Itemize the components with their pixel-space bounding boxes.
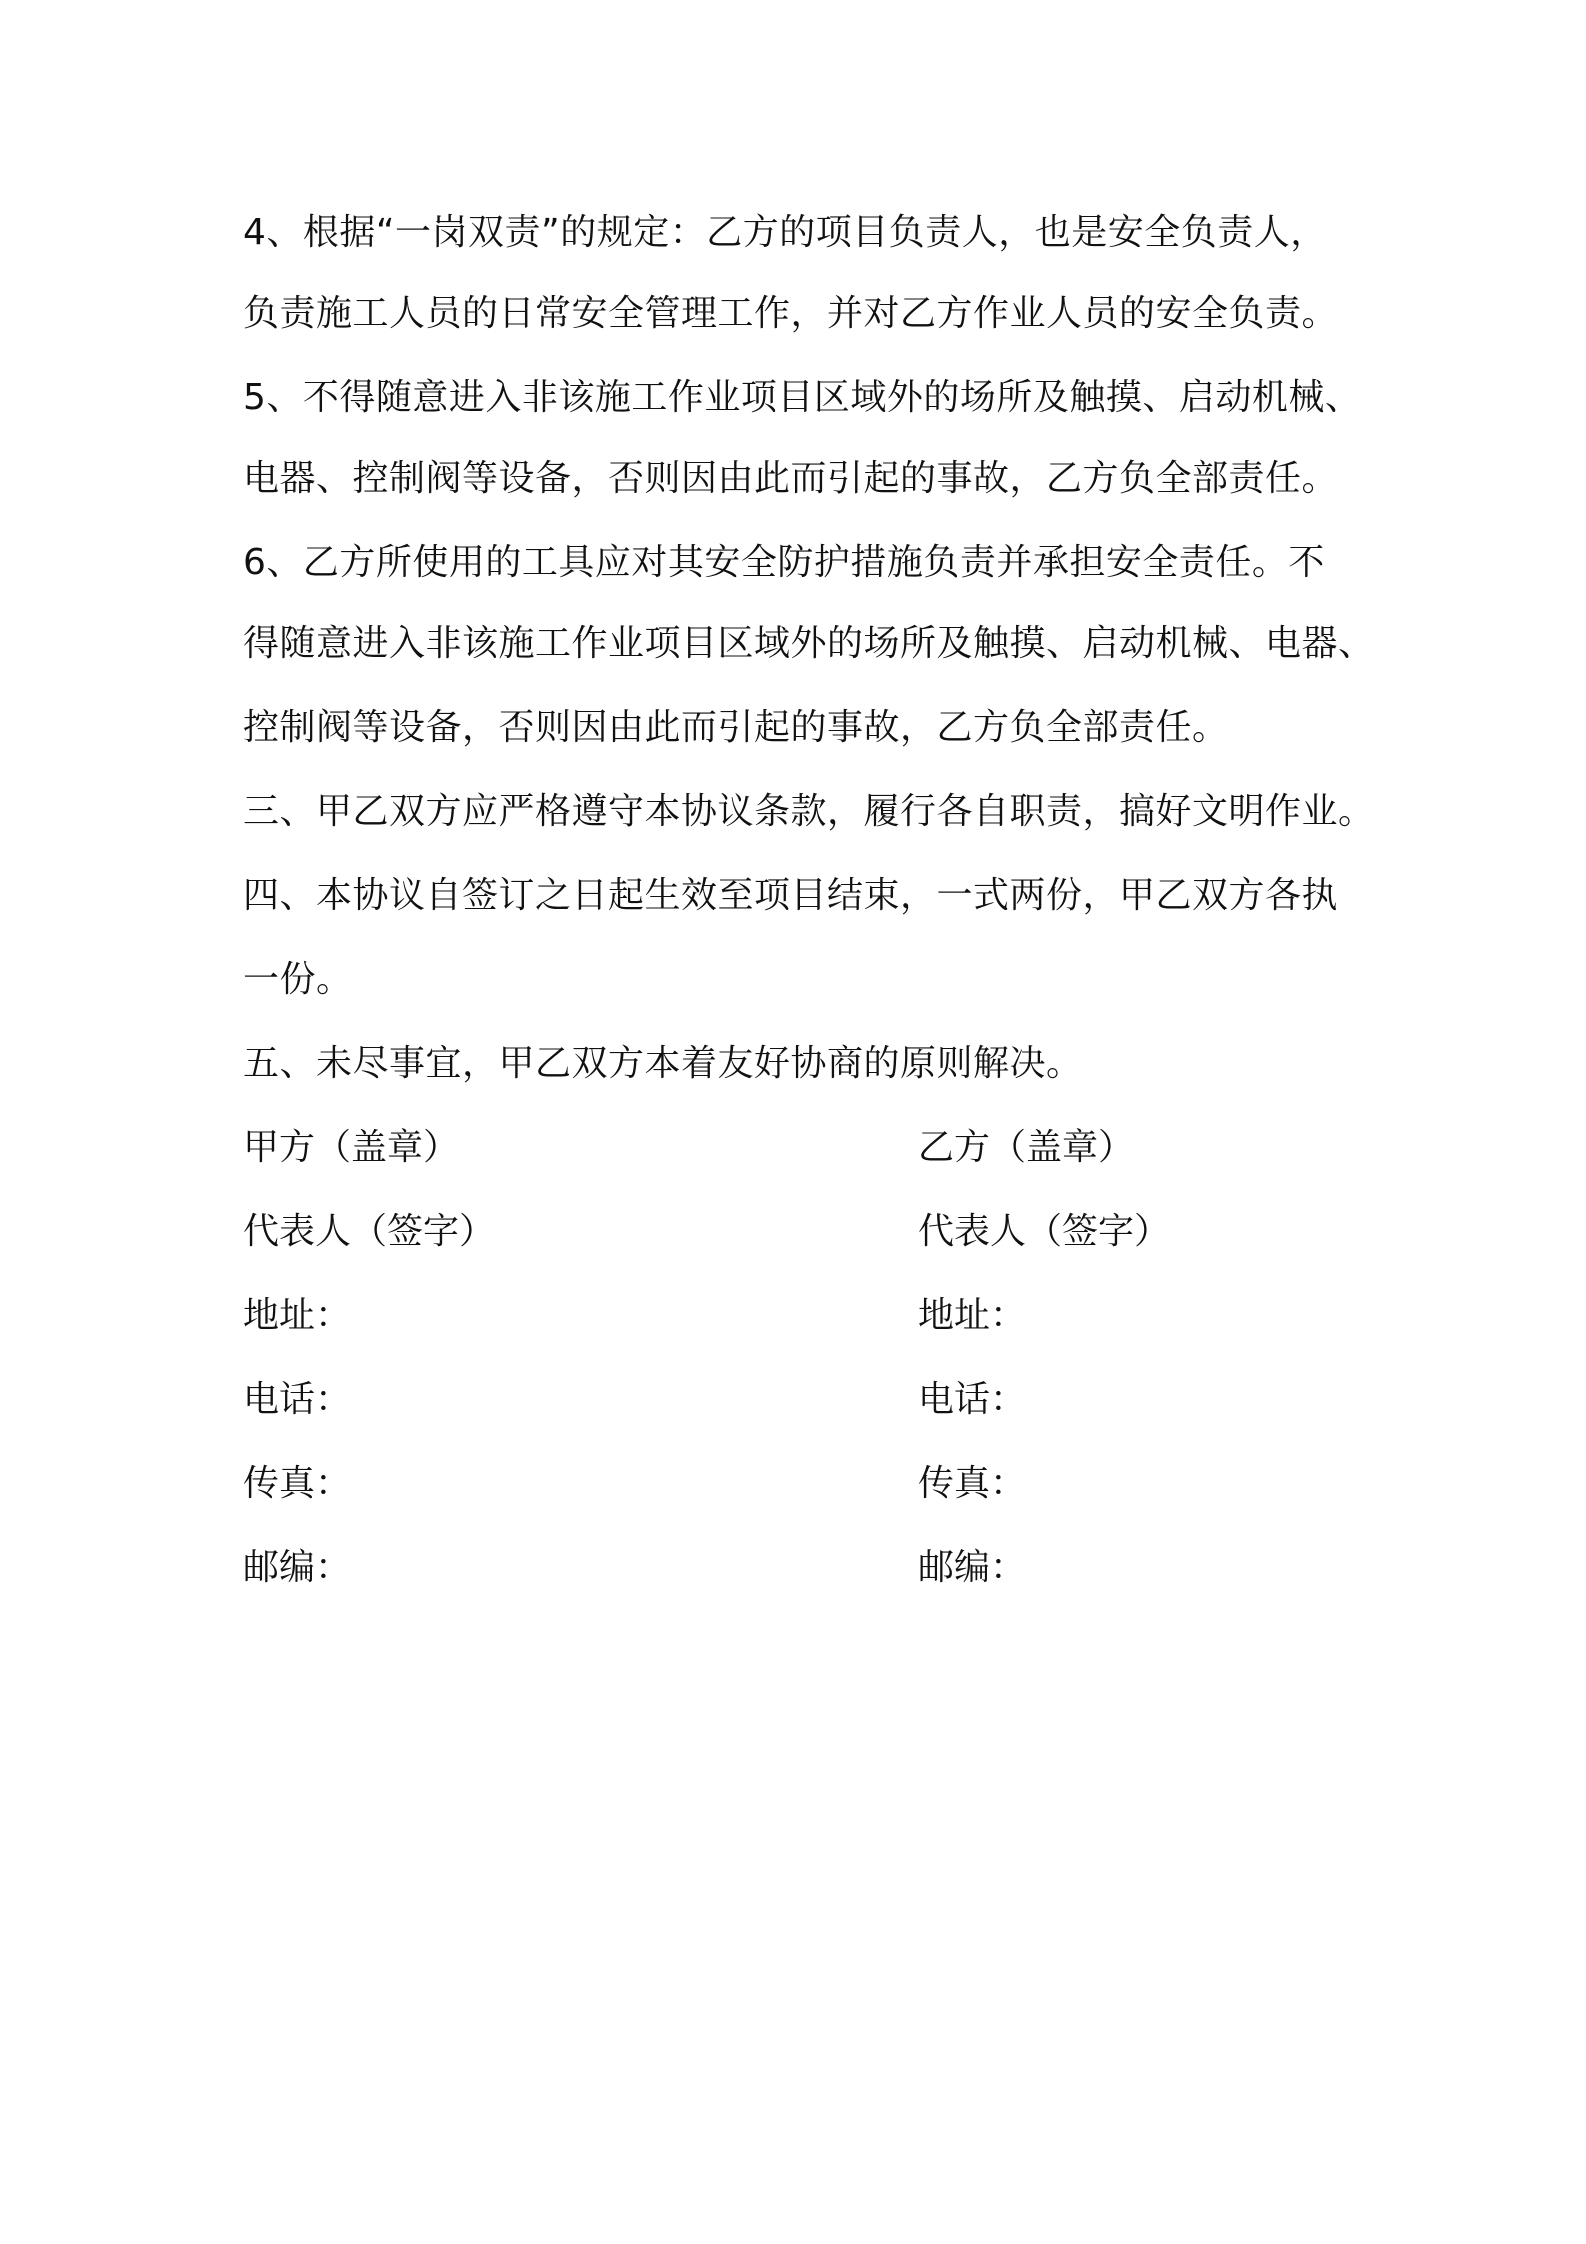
party-a-phone-label: 电话： bbox=[243, 1379, 352, 1420]
party-b-address-label: 地址： bbox=[918, 1295, 1027, 1336]
paragraph-line: 4、根据“一岗双责”的规定：乙方的项目负责人，也是安全负责人， bbox=[243, 212, 1327, 253]
paragraph-line: 一份。 bbox=[243, 959, 353, 1000]
paragraph-line: 五、未尽事宜，甲乙双方本着友好协商的原则解决。 bbox=[243, 1043, 1083, 1084]
party-a-representative-label: 代表人（签字） bbox=[243, 1211, 496, 1252]
paragraph-line: 得随意进入非该施工作业项目区域外的场所及触摸、启动机械、电器、 bbox=[243, 623, 1375, 664]
party-b-fax-label: 传真： bbox=[918, 1463, 1027, 1504]
party-b-seal-label: 乙方（盖章） bbox=[918, 1127, 1135, 1168]
paragraph-line: 三、甲乙双方应严格遵守本协议条款，履行各自职责，搞好文明作业。 bbox=[243, 791, 1375, 832]
paragraph-line: 负责施工人员的日常安全管理工作，并对乙方作业人员的安全负责。 bbox=[243, 293, 1339, 334]
paragraph-line: 控制阀等设备，否则因由此而引起的事故，乙方负全部责任。 bbox=[243, 707, 1229, 748]
party-a-fax-label: 传真： bbox=[243, 1463, 352, 1504]
party-a-seal-label: 甲方（盖章） bbox=[243, 1127, 460, 1168]
paragraph-line: 四、本协议自签订之日起生效至项目结束，一式两份，甲乙双方各执 bbox=[243, 875, 1339, 916]
party-a-address-label: 地址： bbox=[243, 1295, 352, 1336]
paragraph-line: 5、不得随意进入非该施工作业项目区域外的场所及触摸、启动机械、 bbox=[243, 377, 1362, 418]
paragraph-line: 6、乙方所使用的工具应对其安全防护措施负责并承担安全责任。不 bbox=[243, 542, 1325, 583]
party-b-phone-label: 电话： bbox=[918, 1379, 1027, 1420]
paragraph-line: 电器、控制阀等设备，否则因由此而引起的事故，乙方负全部责任。 bbox=[243, 458, 1339, 499]
party-b-postcode-label: 邮编： bbox=[918, 1547, 1027, 1588]
party-b-representative-label: 代表人（签字） bbox=[918, 1211, 1171, 1252]
party-a-postcode-label: 邮编： bbox=[243, 1547, 352, 1588]
